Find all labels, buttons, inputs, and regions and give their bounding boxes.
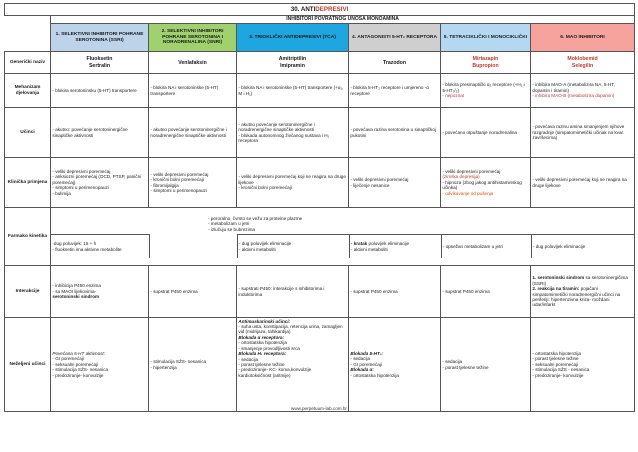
adverse-5ht2-text-2: - ortostatska hipotenzija [350,372,399,378]
generic-tca [237,52,349,74]
clinical-maoi [531,158,635,208]
effects-ssri [51,108,149,158]
clinical-tetracyclic [441,158,531,208]
effects-tca [237,108,349,158]
pharmaco-tetracyclic [441,234,531,258]
adverse-5ht2 [349,318,441,412]
row-label-adverse: Neželjeni učinci [5,318,51,412]
mechanism-tca-text: - blokira NA i serotoninske (5-HT) transportere (+α₁, M i H₁) [238,85,345,96]
mechanism-maoi-note: - inhibira MAO-B (metabolizira dopamin) [532,93,615,99]
adverse-tca-heading-1: Antimuskarinski učinci: [238,318,291,324]
clinical-tca [237,158,349,208]
adverse-5ht2-heading-1: Blokada 5-HT₂: [350,351,384,357]
pharmaco-5ht2-text: poluvijek eliminacije - aktivni metaboliti [350,241,410,252]
mechanism-5ht2-text: - blokira 5-HT₂ receptore i umjereno -α receptore [350,85,431,96]
pharmaco-common-text: - peroralno, čvrsto se vežu za proteine plazme - metabolizam u jetri - izlučuju se bubrezima [208,215,303,232]
mechanism-maoi-text: - inhibira MAO-A (metabolizira NA, 5-HT, dopamin i tiramin) [532,82,617,93]
interactions-5ht2 [349,266,441,318]
interactions-tetracyclic [441,266,531,318]
clinical-tetracyclic-text: - veliki depresivni poremećaj [442,169,501,175]
clinical-tetracyclic-hypnosis: - hipnoza (zbog jakog antihistaminskog učinka) [442,179,524,191]
pharmaco-tca [237,234,349,258]
corner-cell [5,16,51,24]
mechanism-snri-text: - blokira NA i serotoninske (5-HT) transportere [150,85,220,96]
interactions-tca [237,266,349,318]
pharmaco-tetracyclic-text: - opsežan metabolizam u jetri [442,243,503,249]
effects-snri-text: - akutno povećanje serotoninergične i noradrenergične sinaptičke aktivnosti [150,127,229,138]
pharmaco-subtable [51,234,635,259]
row-label-generic: Generički naziv [5,52,51,74]
adverse-tetracyclic [441,318,531,412]
generic-snri [149,52,237,74]
table-subtitle: INHIBITORI POVRATNOG UNOSA MONOAMINA [51,16,635,24]
adverse-tca [237,318,349,412]
row-label-interactions: Interakcije [5,266,51,318]
pharmaco-maoi-text: - dug poluvijek eliminacije [532,243,586,249]
row-clinical [5,158,635,208]
clinical-ssri [51,158,149,208]
clinical-tetracyclic-winter: (zimska depresija) [442,174,480,180]
generic-ssri-text: Fluoksetin Sertralin [86,56,113,69]
interactions-maoi-tyramine: 2. reakcija na tiramin: [532,286,580,292]
clinical-maoi-text: - veliki depresivni poremećaj koji ne reagira na druge lijekove [532,177,629,188]
effects-tetracyclic [441,108,531,158]
mechanism-tetracyclic-text: - blokira presinaptički α₂ receptore (+H₁ i 5-HT₂/₃) [442,82,526,93]
pharmaco-ssri [51,234,149,258]
generic-ssri [51,52,149,74]
mechanism-ssri-text: - blokira serotoninsku (5-HT) transportere [52,87,137,93]
adverse-5ht2-heading-2: Blokada α: [350,367,374,373]
row-interactions [5,266,635,318]
mechanism-snri [149,74,237,108]
adverse-maoi-text: - ortostatska hipotenzija - porast tjelesne težine - seksualni poremećaji - stimulacija SŽS - nesanica - predoziranje- konvulzije [532,351,590,378]
interactions-5ht2-text: - supstrat P450 enzima [350,288,398,294]
generic-5ht2-text: Trazodon [382,59,407,66]
clinical-5ht2 [349,158,441,208]
page-title [5,4,635,16]
row-mechanism [5,74,635,108]
row-label-clinical: Klinička primjena [5,158,51,208]
mechanism-tca [237,74,349,108]
adverse-snri-text: - stimulacija SŽS- nesanica - hipertenzija [150,359,207,370]
effects-5ht2-text: - povećava razina serotonina u sinaptičkoj pukotini [350,127,438,138]
generic-5ht2 [349,52,441,74]
group-header-ssri: 1. SELEKTIVNI INHIBITORI POHRANE SEROTONINA (SSRI) [51,24,149,52]
footer-url: www.perpetuum-lab.com.hr [291,406,347,411]
pharmaco-5ht2 [349,234,441,258]
corner-cell-2 [5,24,51,52]
mechanism-tetracyclic-note: - nepoznat [442,93,465,99]
clinical-snri [149,158,237,208]
mechanism-ssri [51,74,149,108]
pharmaco-snri [149,234,237,258]
title-row [5,4,635,16]
group-header-snri: 2. SELEKTIVNI INHIBITORI POHRANE SEROTONINA I NORADRENALINA (SNRI) [149,24,237,52]
clinical-tca-text: - veliki depresivni poremećaj koji ne reagira na druge lijekove - kronični bolni poremećaji [238,174,346,191]
effects-ssri-text: - akutno: povećanje serotoninergične sinaptičke aktivnosti [52,127,130,138]
group-header-maoi: 6. MAO INHIBITORI [531,24,635,52]
subtitle-row [5,16,635,24]
effects-tca-text: - akutno povećanje serotoninergične i noradrenergične sinaptičke aktivnosti - blokada autonomnog živčanog sustava i H₁ receptora [238,121,330,143]
adverse-ssri-text: - GI poremećaji - seksualni poremećaji - stimulacija SŽS- nesanica - predoziranje- konvulzije [52,356,109,378]
effects-maoi [531,108,635,158]
clinical-5ht2-text: - veliki depresivni poremećaj - liječenje nesanice [350,177,409,188]
pharmaco-common [206,215,496,234]
mechanism-5ht2 [349,74,441,108]
interactions-tca-text: - supstrati P450: interakcije s inhibitorima i induktorima [238,286,326,297]
group-header-row [5,24,635,52]
generic-maoi-text: Moklobemid Selegilin [567,56,598,69]
adverse-tetracyclic-text: - sedacija - porast tjelesne težine [442,359,489,370]
mechanism-tetracyclic [441,74,531,108]
adverse-5ht2-text-1: - sedacija - GI poremećaji [350,356,382,367]
pharmaco-ssri-text: -dug poluvijek: 15 + h - fluoksetin ima aktivne metabolite [52,241,122,252]
effects-5ht2 [349,108,441,158]
generic-tca-text: Amitriptilin Imipramin [278,56,307,69]
interactions-tetracyclic-text: - supstrat P450 enzima [442,288,490,294]
clinical-tetracyclic-smoking: - odvikavanje od pušenja [442,190,494,196]
pharmaco-cell [51,208,635,266]
row-label-pharmaco: Farmako kinetika [5,208,51,266]
row-pharmaco [5,208,635,266]
adverse-ssri-heading: Povećana 5-HT aktivnost: [52,351,105,357]
adverse-tca-heading-3: Blokada H₁ receptora: [238,351,287,357]
interactions-ssri-text: - inhibicija P450 enzima - sa MAOI lijekovima- [52,283,101,294]
row-label-effects: Učinci [5,108,51,158]
adverse-maoi [531,318,635,412]
pharmaco-maoi [531,234,635,258]
interactions-ssri [51,266,149,318]
row-adverse [5,318,635,412]
clinical-ssri-text: - veliki depresivni poremećaj - anksiozni poremećaj (OCD, PTSP, panični poremećaj) - simptomi u perimenopauzi - bulimija [52,169,142,196]
adverse-ssri [51,318,149,412]
interactions-snri [149,266,237,318]
generic-tetracyclic-text: Mirtazapin Bupropion [472,56,499,69]
generic-tetracyclic [441,52,531,74]
interactions-maoi-tyramine-text: pojačani simpatomimetički noradrenergični učinci na periferiji: hipertenzivna kriza- moždani udar/infarkt [532,286,621,308]
pharmaco-tca-text: - dug poluvijek eliminacije - aktivni metaboliti [238,241,292,252]
antidepressant-table [4,3,635,412]
adverse-snri [149,318,237,412]
title-prefix: 30. ANTI [290,5,316,13]
generic-maoi [531,52,635,74]
row-label-mechanism: Mehanizam djelovanja [5,74,51,108]
row-generic [5,52,635,74]
interactions-maoi-syndrome-text: sa serotoninergičima (SSRI) [532,275,628,286]
effects-tetracyclic-text: - povećano otpuštanje noradrenalina [442,129,517,135]
generic-snri-text: Venlafaksin [178,59,207,66]
pharmaco-5ht2-short: - kratak [350,241,368,247]
interactions-maoi-syndrome: 1. serotoninski sindrom [532,275,585,281]
clinical-snri-text: - veliki depresivni poremećaj - kronični bolni poremećaji - fibromijalgija - simptomi u perimenopauzi [150,171,209,193]
title-accent: DEPRESIVI [315,5,349,13]
interactions-ssri-syndrome: serotoninski sindrom [52,294,100,300]
group-header-5ht2: 4. ANTAGONISTI 5-HT₂ RECEPTORA [349,24,441,52]
adverse-tca-heading-2: Blokada α receptora: [238,334,285,340]
adverse-tca-text-3: - sedacija - porast tjelesne težine - predoziranje- KC- koma,konvulzije kardiotoksičnost (aritmije) [238,356,312,378]
interactions-snri-text: - supstrat P450 enzima [150,288,198,294]
effects-snri [149,108,237,158]
interactions-maoi [531,266,635,318]
group-header-tca: 3. TRIOKLIČKI ANTIDEPRESIVI (TCA) [237,24,349,52]
mechanism-maoi [531,74,635,108]
row-effects [5,108,635,158]
effects-maoi-text: - povećava razinu amina smanjenjem njihove razgradnje (simpatomimetički učinak na kvar. završecima) [532,124,626,141]
group-header-tetracyclic: 5. TETRACIKLIČKI I MONOCIKLIČKI [441,24,531,52]
adverse-tca-text-1: - suha usta, konstipacija, retencija urina, zamagljen vid (midrijaza, tahikardija) [238,324,344,335]
adverse-tca-text-2: - ortostatska hipotenzija - smanjenje provodljivosti srca [238,340,300,351]
